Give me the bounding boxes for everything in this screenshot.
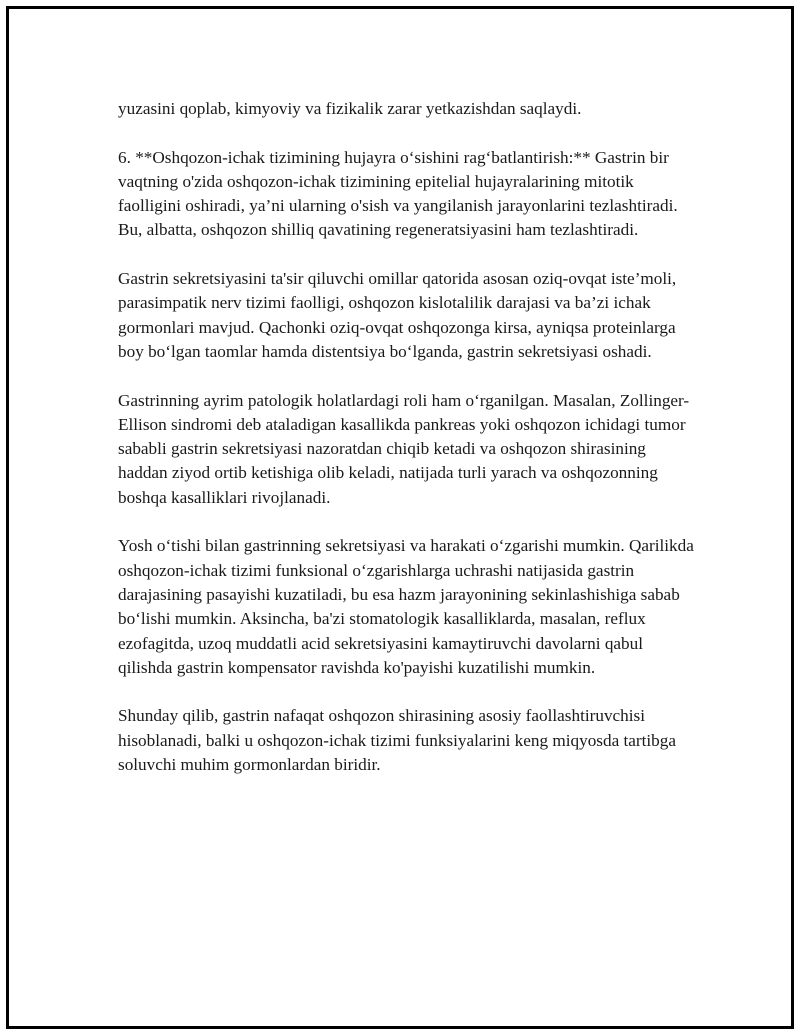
paragraph-secretion-factors: Gastrin sekretsiyasini ta'sir qiluvchi omillar qatorida asosan oziq-ovqat iste’moli, parasimpatik nerv tizimi faolligi, oshqozon kislotalilik darajasi va ba’zi ichak gormonlari mavjud. Qachonki oziq-ovqat oshqozonga kirsa, ayniqsa proteinlarga boy bo‘lgan taomlar hamda distentsiya bo‘lganda, gastrin sekretsiyasi oshadi. [118,269,677,361]
paragraph-continuation: yuzasini qoplab, kimyoviy va fizikalik zarar yetkazishdan saqlaydi. [118,99,582,118]
page-frame [6,6,794,1029]
paragraph-conclusion: Shunday qilib, gastrin nafaqat oshqozon shirasining asosiy faollashtiruvchisi hisoblanadi, balki u oshqozon-ichak tizimi funksiyalarini keng miqyosda tartibga soluvchi muhim gormonlardan biridir. [118,706,676,775]
paragraph-aging: Yosh o‘tishi bilan gastrinning sekretsiyasi va harakati o‘zgarishi mumkin. Qarilikda oshqozon-ichak tizimi funksional o‘zgarishlarga uchrashi natijasida gastrin darajasining pasayishi kuzatiladi, bu esa hazm jarayonining sekinlashishiga sabab bo‘lishi mumkin. Aksincha, ba'zi stomatologik kasalliklarda, masalan, reflux ezofagitda, uzoq muddatli acid sekretsiyasini kamaytiruvchi davolarni qabul qilishda gastrin kompensator ravishda ko'payishi kuzatilishi mumkin. [118,536,694,677]
paragraph-cell-growth: 6. **Oshqozon-ichak tizimining hujayra o‘sishini rag‘batlantirish:** Gastrin bir vaqtning o'zida oshqozon-ichak tizimining epitelial hujayralarining mitotik faolligini oshiradi, ya’ni ularning o'sish va yangilanish jarayonlarini tezlashtiradi. Bu, albatta, oshqozon shilliq qavatining regeneratsiyasini ham tezlashtiradi. [118,147,678,240]
document-body [118,97,698,802]
paragraph-pathology: Gastrinning ayrim patologik holatlardagi roli ham o‘rganilgan. Masalan, Zollinger-Ellison sindromi deb ataladigan kasallikda pankreas yoki oshqozon ichidagi tumor sababli gastrin sekretsiyasi nazoratdan chiqib ketadi va oshqozon shirasining haddan ziyod ortib ketishiga olib keladi, natijada turli yarach va oshqozonning boshqa kasalliklari rivojlanadi. [118,390,690,507]
